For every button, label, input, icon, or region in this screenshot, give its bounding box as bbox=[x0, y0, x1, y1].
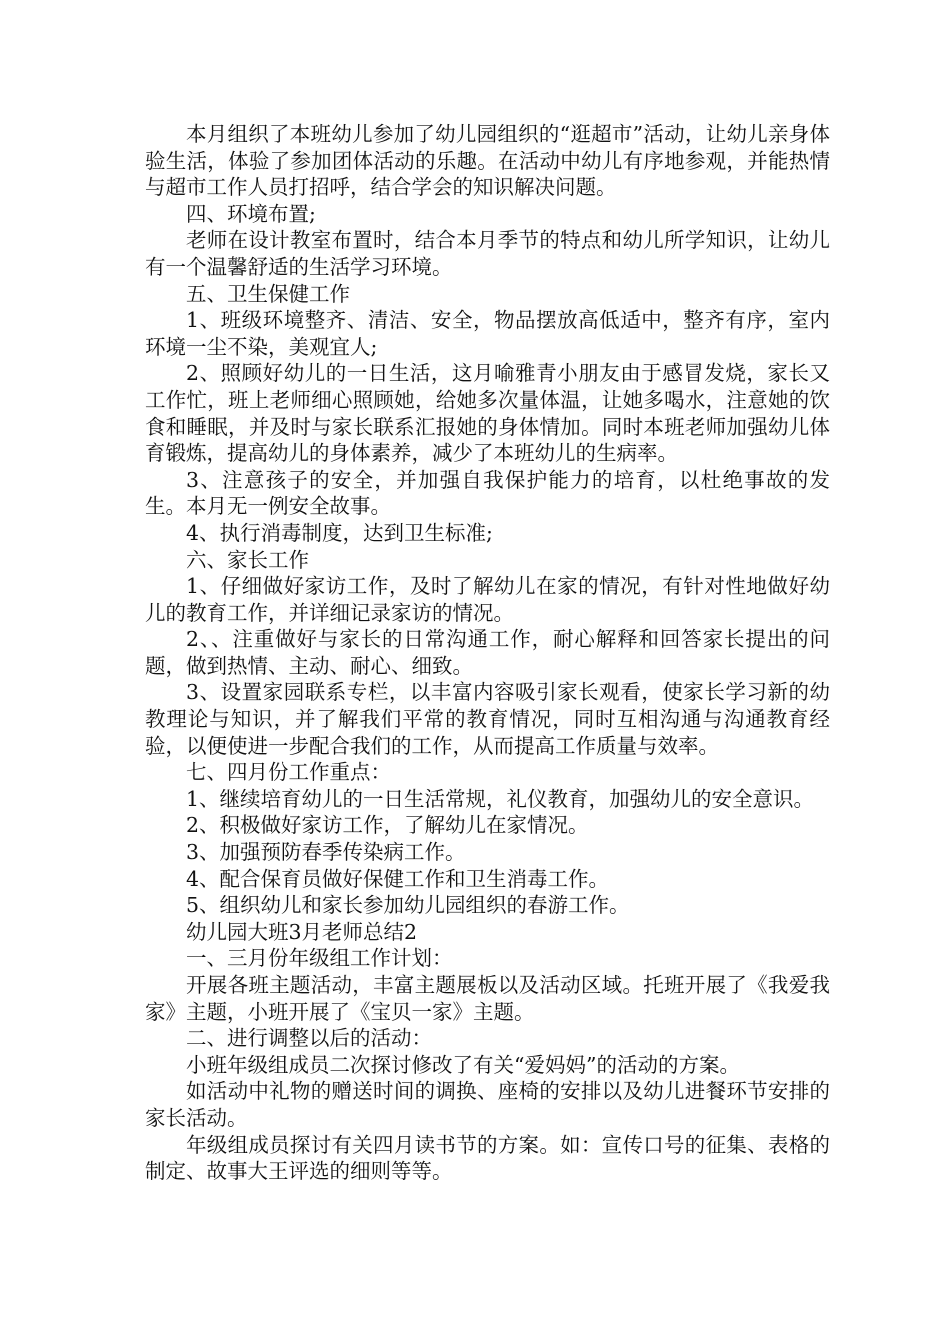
paragraph-adjusted-1: 小班年级组成员二次探讨修改了有关“爱妈妈”的活动的方案。 bbox=[186, 1052, 740, 1077]
section-title-summary-2: 幼儿园大班3月老师总结2 bbox=[186, 919, 418, 944]
paragraph-environment: 老师在设计教室布置时，结合本月季节的特点和幼儿所学知识，让幼儿有一个温馨舒适的生活学习环境。 bbox=[145, 228, 830, 279]
paragraph-health-2: 2、照顾好幼儿的一日生活，这月喻雅青小朋友由于感冒发烧，家长又工作忙，班上老师细心照顾她，给她多次量体温，让她多喝水，注意她的饮食和睡眠，并及时与家长联系汇报她的身体情加。同时本班老师加强幼儿体育锻炼，提高幼儿的身体素养，减少了本班幼儿的生病率。 bbox=[145, 361, 830, 466]
paragraph-april-5: 5、组织幼儿和家长参加幼儿园组织的春游工作。 bbox=[186, 893, 630, 918]
paragraph-health-4: 4、执行消毒制度，达到卫生标准; bbox=[186, 520, 493, 545]
paragraph-health-3: 3、注意孩子的安全，并加强自我保护能力的培育，以杜绝事故的发生。本月无一例安全故事。 bbox=[145, 467, 830, 519]
paragraph-april-4: 4、配合保育员做好保健工作和卫生消毒工作。 bbox=[186, 866, 610, 891]
paragraph-parents-2: 2、、注重做好与家长的日常沟通工作，耐心解释和回答家长提出的问题，做到热情、主动、耐心、细致。 bbox=[145, 627, 830, 678]
paragraph-activity: 本月组织了本班幼儿参加了幼儿园组织的“逛超市”活动，让幼儿亲身体验生活，体验了参加团体活动的乐趣。在活动中幼儿有序地参观，并能热情与超市工作人员打招呼，结合学会的知识解决问题。 bbox=[145, 122, 830, 200]
paragraph-parents-3: 3、设置家园联系专栏，以丰富内容吸引家长观看，使家长学习新的幼教理论与知识，并了解我们平常的教育情况，同时互相沟通与沟通教育经验，以便使进一步配合我们的工作，从而提高工作质量与效率。 bbox=[145, 680, 830, 758]
paragraph-adjusted-3: 年级组成员探讨有关四月读书节的方案。如：宣传口号的征集、表格的制定、故事大王评选的细则等等。 bbox=[145, 1132, 830, 1184]
heading-environment: 四、环境布置; bbox=[186, 201, 316, 226]
paragraph-health-1: 1、班级环境整齐、清洁、安全，物品摆放高低适中，整齐有序，室内环境一尘不染，美观宜人; bbox=[145, 308, 830, 359]
heading-parents: 六、家长工作 bbox=[186, 547, 309, 572]
heading-march-plan: 一、三月份年级组工作计划： bbox=[186, 946, 453, 971]
paragraph-april-1: 1、继续培育幼儿的一日生活常规，礼仪教育，加强幼儿的安全意识。 bbox=[186, 786, 815, 811]
paragraph-parents-1: 1、仔细做好家访工作，及时了解幼儿在家的情况，有针对性地做好幼儿的教育工作，并详细记录家访的情况。 bbox=[145, 574, 830, 625]
heading-adjusted-activities: 二、进行调整以后的活动： bbox=[186, 1026, 432, 1051]
paragraph-april-3: 3、加强预防春季传染病工作。 bbox=[186, 840, 466, 865]
paragraph-april-2: 2、积极做好家访工作，了解幼儿在家情况。 bbox=[186, 813, 589, 838]
heading-april-focus: 七、四月份工作重点： bbox=[186, 760, 391, 785]
paragraph-adjusted-2: 如活动中礼物的赠送时间的调换、座椅的安排以及幼儿进餐环节安排的家长活动。 bbox=[145, 1079, 830, 1130]
document-body bbox=[145, 121, 830, 1185]
heading-health: 五、卫生保健工作 bbox=[186, 281, 350, 306]
paragraph-march-plan: 开展各班主题活动，丰富主题展板以及活动区域。托班开展了《我爱我家》主题，小班开展了《宝贝一家》主题。 bbox=[145, 973, 830, 1024]
